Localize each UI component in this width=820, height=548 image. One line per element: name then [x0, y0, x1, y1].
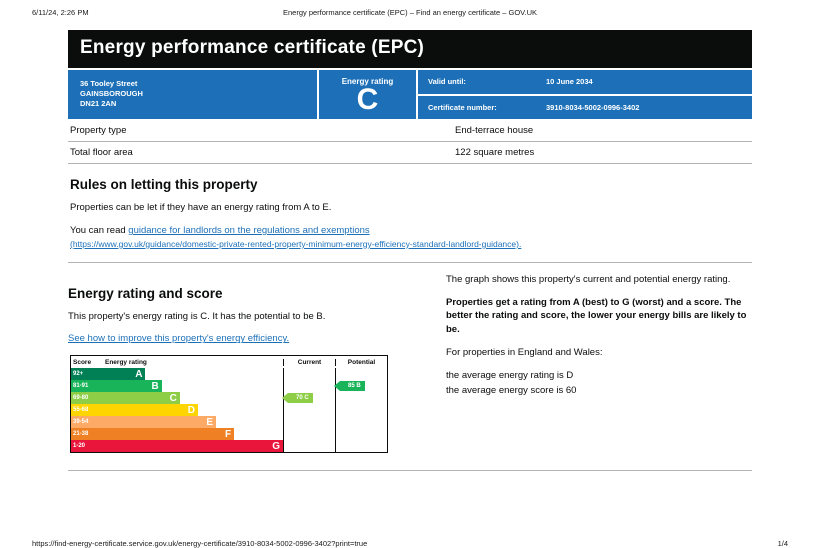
- band-score-label: 69-80: [71, 392, 102, 404]
- band-score-label: 55-68: [71, 404, 102, 416]
- graph-band-row: [71, 416, 387, 428]
- property-type-label: Property type: [70, 125, 127, 137]
- energy-rating-graph: [70, 355, 388, 453]
- graph-band-row: [71, 368, 387, 380]
- band-bar-cell: [102, 440, 283, 452]
- rating-and-score-section: [68, 273, 752, 454]
- energy-rating-badge: [317, 70, 416, 119]
- current-rating-cell: [283, 392, 335, 404]
- band-bar-cell: [102, 404, 283, 416]
- graph-band-row: [71, 404, 387, 416]
- graph-band-row: [71, 392, 387, 404]
- graph-col-potential: Potential: [335, 359, 387, 366]
- graph-description: The graph shows this property's current and potential energy rating.: [446, 273, 731, 285]
- table-row: [68, 142, 752, 164]
- property-address: [68, 70, 317, 119]
- letting-guidance-paragraph: [70, 224, 752, 252]
- graph-col-rating: Energy rating: [105, 358, 147, 366]
- band-score-label: 39-54: [71, 416, 102, 428]
- valid-until-label: Valid until:: [428, 77, 466, 87]
- band-bar: F: [102, 428, 234, 440]
- current-rating-cell: [283, 368, 335, 380]
- potential-rating-cell: [335, 392, 387, 404]
- letting-rules-heading: Rules on letting this property: [70, 177, 258, 193]
- print-url: https://find-energy-certificate.service.gov.uk/energy-certificate/3910-8034-5002-0996-3402?print=true: [32, 539, 368, 548]
- current-rating-cell: [283, 380, 335, 392]
- graph-col-current: Current: [283, 359, 335, 366]
- band-bar: E: [102, 416, 216, 428]
- band-bar: A: [102, 368, 145, 380]
- potential-rating-cell: [335, 380, 387, 392]
- graph-col-score: Score: [73, 358, 92, 366]
- band-bar-cell: [102, 428, 283, 440]
- band-bar: G: [102, 440, 283, 452]
- certificate-meta: [416, 70, 752, 119]
- england-wales-intro: For properties in England and Wales:: [446, 346, 603, 358]
- current-rating-marker: 70 C: [288, 393, 313, 403]
- address-line-2: GAINSBOROUGH: [80, 89, 143, 99]
- certificate-document: [68, 30, 752, 471]
- graph-band-row: [71, 440, 387, 452]
- letting-rules-paragraph: Properties can be let if they have an energy rating from A to E.: [70, 202, 332, 214]
- average-rating-text: the average energy rating is D: [446, 370, 574, 382]
- potential-rating-cell: [335, 428, 387, 440]
- print-date: 6/11/24, 2:26 PM: [32, 8, 89, 17]
- graph-band-row: [71, 428, 387, 440]
- rating-score-heading: Energy rating and score: [68, 285, 223, 301]
- current-rating-cell: [283, 404, 335, 416]
- floor-area-value: 122 square metres: [455, 147, 535, 159]
- band-score-label: 92+: [71, 368, 102, 380]
- band-bar-cell: [102, 380, 283, 392]
- property-type-value: End-terrace house: [455, 125, 534, 137]
- page-title: Energy performance certificate (EPC): [68, 30, 752, 68]
- current-rating-cell: [283, 428, 335, 440]
- valid-until-row: [418, 70, 752, 94]
- address-line-1: 36 Tooley Street: [80, 79, 138, 88]
- potential-rating-marker: 85 B: [340, 381, 365, 391]
- certificate-number-label: Certificate number:: [428, 103, 497, 113]
- certificate-number-value: 3910-8034-5002-0996-3402: [546, 103, 640, 113]
- band-score-label: 81-91: [71, 380, 102, 392]
- band-bar-cell: [102, 368, 283, 380]
- valid-until-value: 10 June 2034: [546, 77, 593, 87]
- divider: [68, 262, 752, 263]
- potential-rating-cell: [335, 416, 387, 428]
- certificate-number-row: [418, 94, 752, 120]
- band-bar-cell: [102, 392, 283, 404]
- potential-rating-cell: [335, 368, 387, 380]
- energy-rating-value: C: [356, 83, 379, 116]
- floor-area-label: Total floor area: [70, 147, 133, 159]
- energy-rating-label: Energy rating: [341, 77, 394, 86]
- band-score-label: 1-20: [71, 440, 102, 452]
- property-details-table: [68, 119, 752, 164]
- rating-scale-description: Properties get a rating from A (best) to G (worst) and a score. The better the rating and score, the lower your energy bills are likely to be.: [446, 296, 747, 335]
- certificate-summary: [68, 70, 752, 119]
- divider-bottom: [68, 470, 752, 471]
- graph-header: [71, 356, 387, 368]
- band-bar-cell: [102, 416, 283, 428]
- current-rating-cell: [283, 416, 335, 428]
- current-rating-cell: [283, 440, 335, 452]
- landlord-guidance-url: (https://www.gov.uk/guidance/domestic-private-rented-property-minimum-energy-efficiency-standard-landlord-guidance).: [70, 238, 522, 249]
- band-bar: B: [102, 380, 162, 392]
- table-row: [68, 119, 752, 142]
- potential-rating-cell: [335, 440, 387, 452]
- band-score-label: 21-38: [71, 428, 102, 440]
- graph-band-row: [71, 380, 387, 392]
- rating-explanation: [440, 273, 752, 454]
- band-bar: C: [102, 392, 180, 404]
- print-title: Energy performance certificate (EPC) – Find an energy certificate – GOV.UK: [282, 8, 537, 17]
- guidance-prefix: You can read: [70, 225, 129, 237]
- address-line-3: DN21 2AN: [80, 99, 117, 109]
- average-score-text: the average energy score is 60: [446, 385, 577, 397]
- landlord-guidance-link[interactable]: guidance for landlords on the regulations and exemptions: [128, 225, 370, 237]
- rating-score-paragraph: This property's energy rating is C. It has the potential to be B.: [68, 310, 326, 322]
- print-page-number: 1/4: [777, 539, 788, 548]
- graph-bands: [71, 368, 387, 452]
- band-bar: D: [102, 404, 198, 416]
- potential-rating-cell: [335, 404, 387, 416]
- improve-efficiency-link[interactable]: See how to improve this property's energy efficiency.: [68, 333, 290, 345]
